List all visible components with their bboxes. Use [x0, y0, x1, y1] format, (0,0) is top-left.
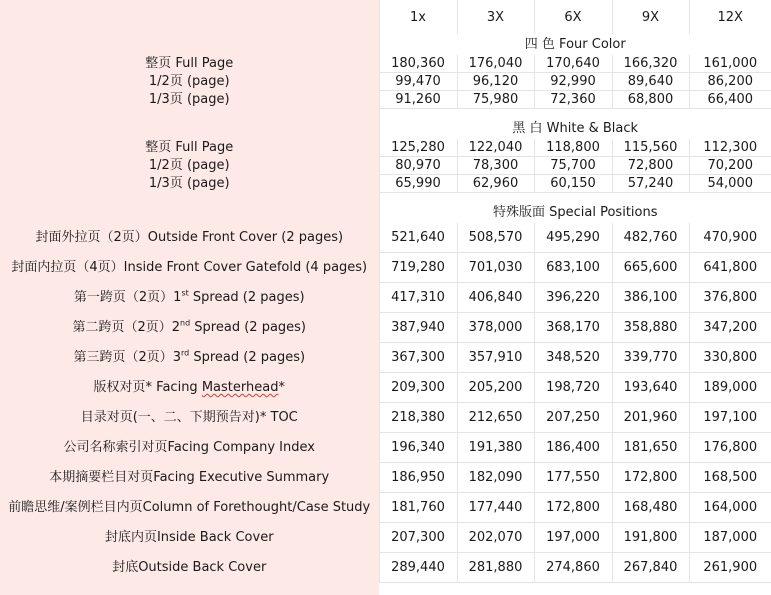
price-cell: 386,100 — [612, 283, 689, 313]
section-header-row — [0, 118, 771, 139]
price-cell: 197,000 — [534, 523, 612, 553]
price-cell: 197,100 — [689, 403, 771, 433]
row-label: 封底Outside Back Cover — [112, 560, 267, 575]
table-row — [0, 403, 771, 433]
price-cell: 75,700 — [534, 157, 612, 175]
price-cell: 60,150 — [534, 175, 612, 193]
row-label: 公司名称索引对页Facing Company Index — [63, 440, 315, 455]
price-cell: 189,000 — [689, 373, 771, 403]
table-row — [0, 553, 771, 583]
price-cell: 357,910 — [457, 343, 534, 373]
price-cell: 78,300 — [457, 157, 534, 175]
table-row — [0, 175, 771, 193]
table-row — [0, 157, 771, 175]
price-cell: 125,280 — [379, 139, 457, 157]
price-cell: 193,640 — [612, 373, 689, 403]
table-row — [0, 73, 771, 91]
price-cell: 207,250 — [534, 403, 612, 433]
row-label: 封底内页Inside Back Cover — [104, 530, 274, 545]
price-cell: 289,440 — [379, 553, 457, 583]
price-cell: 62,960 — [457, 175, 534, 193]
row-label: 1/3页 (page) — [148, 92, 230, 107]
price-cell: 122,040 — [457, 139, 534, 157]
price-cell: 182,090 — [457, 463, 534, 493]
row-label: 版权对页* Facing Masterhead* — [93, 380, 285, 395]
spacer-row — [0, 193, 771, 203]
price-cell: 212,650 — [457, 403, 534, 433]
price-cell: 198,720 — [534, 373, 612, 403]
price-cell: 274,860 — [534, 553, 612, 583]
table-row — [0, 55, 771, 73]
price-cell: 367,300 — [379, 343, 457, 373]
price-cell: 66,400 — [689, 91, 771, 109]
price-cell: 176,040 — [457, 55, 534, 73]
price-cell: 177,550 — [534, 463, 612, 493]
table-row — [0, 343, 771, 373]
price-cell: 205,200 — [457, 373, 534, 403]
row-label: 第二跨页（2页）2nd Spread (2 pages) — [72, 318, 307, 335]
price-cell: 683,100 — [534, 253, 612, 283]
spacer-row — [0, 109, 771, 119]
price-cell: 181,650 — [612, 433, 689, 463]
price-cell: 161,000 — [689, 55, 771, 73]
price-cell: 57,240 — [612, 175, 689, 193]
row-label: 1/3页 (page) — [148, 176, 230, 191]
price-cell: 406,840 — [457, 283, 534, 313]
price-cell: 96,120 — [457, 73, 534, 91]
table-row — [0, 313, 771, 343]
table-row — [0, 283, 771, 313]
col-header-6x: 6X — [534, 0, 612, 34]
price-cell: 54,000 — [689, 175, 771, 193]
price-cell: 164,000 — [689, 493, 771, 523]
price-cell: 168,500 — [689, 463, 771, 493]
price-cell: 168,480 — [612, 493, 689, 523]
price-cell: 482,760 — [612, 223, 689, 253]
price-cell: 207,300 — [379, 523, 457, 553]
price-cell: 118,800 — [534, 139, 612, 157]
price-cell: 495,290 — [534, 223, 612, 253]
price-cell: 99,470 — [379, 73, 457, 91]
col-header-1x: 1x — [379, 0, 457, 34]
row-label: 第一跨页（2页）1st Spread (2 pages) — [73, 288, 305, 305]
row-label: 前瞻思维/案例栏目内页Column of Forethought/Case Study — [8, 500, 371, 515]
row-label: 本期摘要栏目对页Facing Executive Summary — [49, 470, 330, 485]
table-row — [0, 91, 771, 109]
section-title-four-color: 四 色 Four Color — [379, 34, 771, 55]
price-cell: 180,360 — [379, 55, 457, 73]
col-header-9x: 9X — [612, 0, 689, 34]
price-cell: 209,300 — [379, 373, 457, 403]
row-label: 目录对页(一、二、下期预告对)* TOC — [80, 410, 298, 425]
price-cell: 92,990 — [534, 73, 612, 91]
price-cell: 368,170 — [534, 313, 612, 343]
row-label: 整页 Full Page — [145, 56, 234, 72]
price-cell: 376,800 — [689, 283, 771, 313]
price-cell: 91,260 — [379, 91, 457, 109]
price-cell: 72,800 — [612, 157, 689, 175]
price-cell: 521,640 — [379, 223, 457, 253]
price-cell: 181,760 — [379, 493, 457, 523]
price-cell: 186,400 — [534, 433, 612, 463]
table-row — [0, 493, 771, 523]
price-cell: 347,200 — [689, 313, 771, 343]
price-cell: 641,800 — [689, 253, 771, 283]
price-cell: 348,520 — [534, 343, 612, 373]
price-cell: 68,800 — [612, 91, 689, 109]
price-cell: 261,900 — [689, 553, 771, 583]
price-cell: 115,560 — [612, 139, 689, 157]
price-cell: 358,880 — [612, 313, 689, 343]
price-cell: 387,940 — [379, 313, 457, 343]
price-cell: 70,200 — [689, 157, 771, 175]
price-cell: 218,380 — [379, 403, 457, 433]
table-row — [0, 463, 771, 493]
price-cell: 508,570 — [457, 223, 534, 253]
section-title-special-positions: 特殊版面 Special Positions — [379, 202, 771, 223]
price-cell: 166,320 — [612, 55, 689, 73]
row-label: 1/2页 (page) — [148, 158, 230, 173]
table-row — [0, 223, 771, 253]
row-label: 1/2页 (page) — [148, 74, 230, 89]
price-cell: 177,440 — [457, 493, 534, 523]
table-row — [0, 139, 771, 157]
price-cell: 191,380 — [457, 433, 534, 463]
price-cell: 196,340 — [379, 433, 457, 463]
price-cell: 470,900 — [689, 223, 771, 253]
price-cell: 112,300 — [689, 139, 771, 157]
price-cell: 701,030 — [457, 253, 534, 283]
price-cell: 281,880 — [457, 553, 534, 583]
price-cell: 267,840 — [612, 553, 689, 583]
price-cell: 65,990 — [379, 175, 457, 193]
price-cell: 719,280 — [379, 253, 457, 283]
section-header-row — [0, 202, 771, 223]
price-cell: 176,800 — [689, 433, 771, 463]
price-cell: 339,770 — [612, 343, 689, 373]
price-cell: 378,000 — [457, 313, 534, 343]
table-row — [0, 373, 771, 403]
price-cell: 330,800 — [689, 343, 771, 373]
header-corner — [0, 0, 379, 34]
table-row — [0, 253, 771, 283]
price-cell: 89,640 — [612, 73, 689, 91]
price-cell: 75,980 — [457, 91, 534, 109]
price-cell: 396,220 — [534, 283, 612, 313]
row-label: 封面内拉页（4页）Inside Front Cover Gatefold (4 pages) — [11, 260, 368, 275]
row-label: 第三跨页（2页）3rd Spread (2 pages) — [73, 348, 306, 365]
price-cell: 86,200 — [689, 73, 771, 91]
price-cell: 202,070 — [457, 523, 534, 553]
row-label: 整页 Full Page — [145, 140, 234, 156]
price-cell: 665,600 — [612, 253, 689, 283]
price-cell: 417,310 — [379, 283, 457, 313]
price-cell: 186,950 — [379, 463, 457, 493]
header-row — [0, 0, 771, 34]
section-header-row — [0, 34, 771, 55]
col-header-3x: 3X — [457, 0, 534, 34]
table-row — [0, 433, 771, 463]
price-cell: 80,970 — [379, 157, 457, 175]
price-cell: 172,800 — [612, 463, 689, 493]
spellcheck-marked-word: Masterhead — [201, 380, 279, 395]
col-header-12x: 12X — [689, 0, 771, 34]
price-cell: 187,000 — [689, 523, 771, 553]
price-cell: 191,800 — [612, 523, 689, 553]
price-cell: 172,800 — [534, 493, 612, 523]
section-title-black-white: 黑 白 White & Black — [379, 118, 771, 139]
row-label: 封面外拉页（2页）Outside Front Cover (2 pages) — [35, 230, 344, 246]
price-cell: 170,640 — [534, 55, 612, 73]
table-row — [0, 523, 771, 553]
price-cell: 72,360 — [534, 91, 612, 109]
price-cell: 201,960 — [612, 403, 689, 433]
